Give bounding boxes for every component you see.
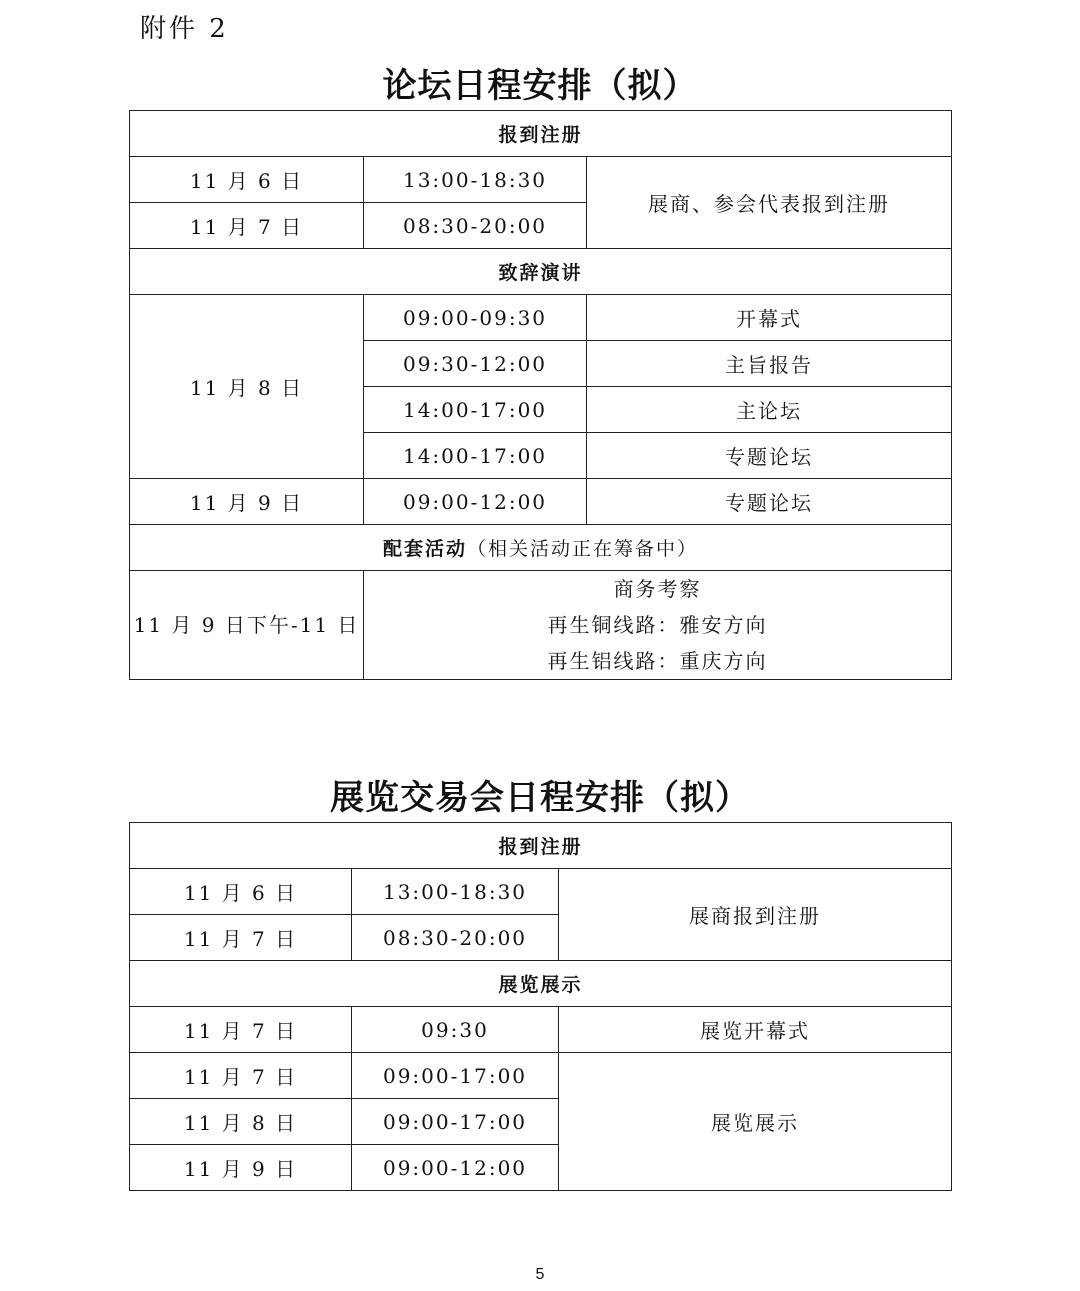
time-cell: 09:00-12:00 <box>352 1145 559 1191</box>
expo-registration-header-row <box>130 823 952 869</box>
forum-support-header-row <box>130 525 952 571</box>
support-heading-note: （相关活动正在筹备中） <box>467 538 699 560</box>
date-cell: 11 月 6 日 <box>130 157 364 203</box>
activity-cell: 展商、参会代表报到注册 <box>587 157 952 249</box>
activity-cell: 主旨报告 <box>587 341 952 387</box>
time-cell: 14:00-17:00 <box>364 433 587 479</box>
activity-cell: 展商报到注册 <box>559 869 952 961</box>
table-row <box>130 479 952 525</box>
attachment-label: 附件 2 <box>140 14 229 44</box>
time-cell: 09:00-09:30 <box>364 295 587 341</box>
time-cell: 13:00-18:30 <box>352 869 559 915</box>
date-cell: 11 月 7 日 <box>130 1053 352 1099</box>
forum-schedule-table <box>129 110 952 680</box>
section-heading-support <box>130 525 952 571</box>
date-cell: 11 月 6 日 <box>130 869 352 915</box>
support-heading-text: 配套活动 <box>383 538 468 560</box>
section-heading-exhibition: 展览展示 <box>130 961 952 1007</box>
support-line: 再生铜线路：雅安方向 <box>547 613 768 637</box>
time-cell: 09:00-17:00 <box>352 1053 559 1099</box>
date-cell: 11 月 9 日 <box>130 1145 352 1191</box>
date-cell: 11 月 7 日 <box>130 203 364 249</box>
date-cell: 11 月 9 日 <box>130 479 364 525</box>
table-row <box>130 1007 952 1053</box>
time-cell: 09:30-12:00 <box>364 341 587 387</box>
forum-registration-header-row <box>130 111 952 157</box>
section-heading-registration: 报到注册 <box>130 111 952 157</box>
activity-cell: 主论坛 <box>587 387 952 433</box>
section-heading-speeches: 致辞演讲 <box>130 249 952 295</box>
time-cell: 13:00-18:30 <box>364 157 587 203</box>
table-row <box>130 157 952 203</box>
activity-cell: 专题论坛 <box>587 479 952 525</box>
expo-schedule-title: 展览交易会日程安排（拟） <box>330 778 750 818</box>
time-cell: 09:00-12:00 <box>364 479 587 525</box>
activity-cell: 展览开幕式 <box>559 1007 952 1053</box>
date-cell: 11 月 9 日下午-11 日 <box>130 571 364 680</box>
time-cell: 09:30 <box>352 1007 559 1053</box>
table-row <box>130 295 952 341</box>
forum-speeches-header-row <box>130 249 952 295</box>
activity-cell <box>364 571 952 680</box>
time-cell: 08:30-20:00 <box>364 203 587 249</box>
date-cell: 11 月 7 日 <box>130 915 352 961</box>
activity-cell: 展览展示 <box>559 1053 952 1191</box>
time-cell: 08:30-20:00 <box>352 915 559 961</box>
support-line: 再生铝线路：重庆方向 <box>547 649 768 673</box>
table-row <box>130 869 952 915</box>
page-number: 5 <box>535 1266 545 1283</box>
table-row <box>130 1053 952 1099</box>
date-cell: 11 月 7 日 <box>130 1007 352 1053</box>
table-row <box>130 571 952 680</box>
time-cell: 09:00-17:00 <box>352 1099 559 1145</box>
support-line: 商务考察 <box>613 577 702 601</box>
forum-schedule-title: 论坛日程安排（拟） <box>382 66 698 106</box>
date-cell: 11 月 8 日 <box>130 1099 352 1145</box>
expo-schedule-table <box>129 822 952 1191</box>
date-cell: 11 月 8 日 <box>130 295 364 479</box>
activity-cell: 开幕式 <box>587 295 952 341</box>
activity-cell: 专题论坛 <box>587 433 952 479</box>
section-heading-registration: 报到注册 <box>130 823 952 869</box>
expo-exhibition-header-row <box>130 961 952 1007</box>
time-cell: 14:00-17:00 <box>364 387 587 433</box>
